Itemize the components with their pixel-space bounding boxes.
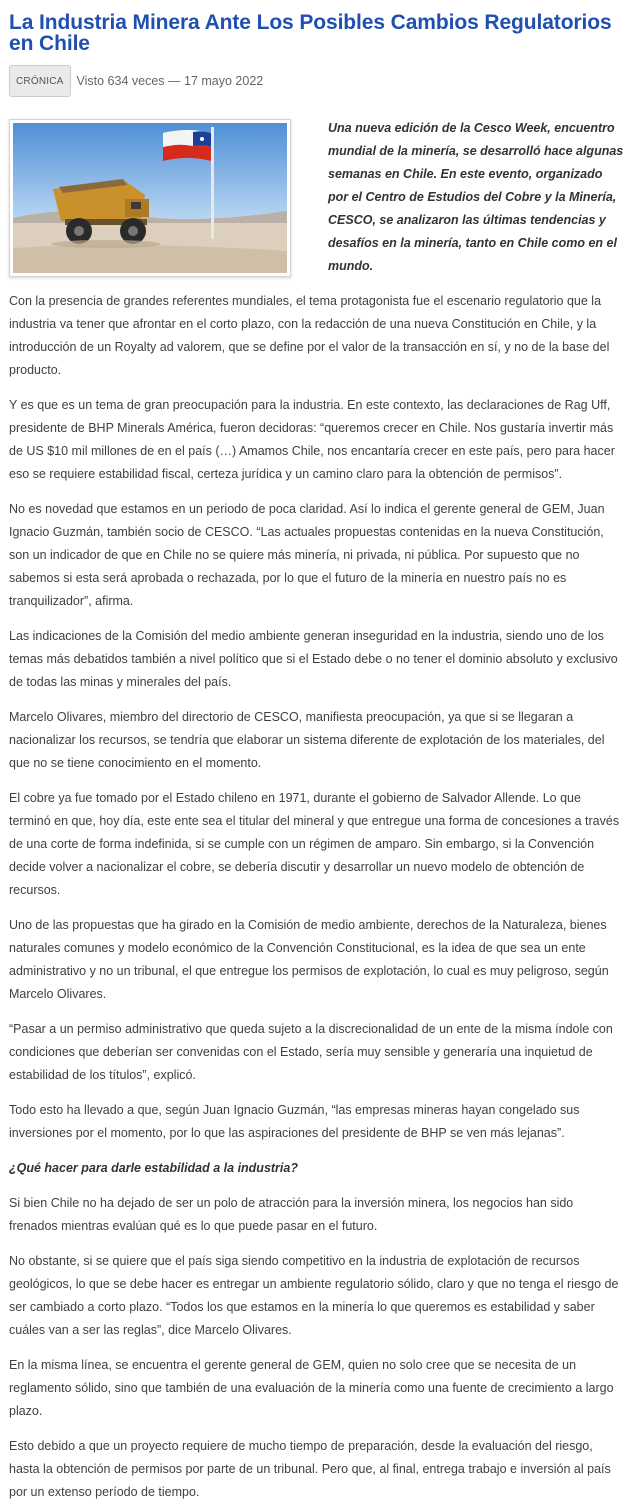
article-paragraph: En la misma línea, se encuentra el gerente general de GEM, quien no solo cree que se necesita de un reglamento sólido, sino que también de una evaluación de la minería como una fuente de crecimiento a largo plazo. — [9, 1358, 614, 1418]
article-subheading: ¿Qué hacer para darle estabilidad a la industria? — [9, 1161, 298, 1175]
sky — [13, 123, 287, 223]
article-paragraph: Las indicaciones de la Comisión del medio ambiente generan inseguridad en la industria, siendo uno de los temas más debatidos también a nivel político que si el Estado debe o no tener el dominio absoluto y exclusivo de todas las minas y minerales del país. — [9, 629, 618, 689]
article-paragraph: Si bien Chile no ha dejado de ser un polo de atracción para la inversión minera, los negocios han sido frenados mientras evalúan qué es lo que puede pasar en el futuro. — [9, 1196, 574, 1233]
article-paragraph: No obstante, si se quiere que el país siga siendo competitivo en la industria de explotación de recursos geológicos, lo que se debe hacer es entregar un ambiente regulatorio sólido, claro y que no tenga el riesgo de ser cambiado a corto plazo. “Todos los que estamos en la minería lo que queremos es estabilidad y saber cuáles van a ser las reglas”, dice Marcelo Olivares. — [9, 1254, 619, 1337]
article-paragraph: Todo esto ha llevado a que, según Juan Ignacio Guzmán, “las empresas mineras hayan congelado sus inversiones por el momento, por lo que las aspiraciones del presidente de BHP se ven más lejanas”. — [9, 1103, 580, 1140]
article-paragraph: Marcelo Olivares, miembro del directorio de CESCO, manifiesta preocupación, ya que si se llegaran a nacionalizar los recursos, se tendría que elaborar un sistema diferente de explotación de los materiales, del que no se tiene conocimiento en el momento. — [9, 710, 605, 770]
article-paragraph: Y es que es un tema de gran preocupación para la industria. En este contexto, las declaraciones de Rag Uff, presidente de BHP Minerals América, fueron decidoras: “queremos crecer en Chile. Nos gustaría invertir más de US $10 mil millones de en el país (…) Amamos Chile, nos encantaría crecer en este país, pero para hacer eso se requiere estabilidad fiscal, certeza jurídica y un camino claro para la obtención de permisos”. — [9, 398, 615, 481]
article-body — [9, 117, 624, 1504]
article-paragraph: “Pasar a un permiso administrativo que queda sujeto a la discrecionalidad de un ente de la misma índole con condiciones que deberían ser convenidas con el Estado, sería muy sensible y generaría una inquietud de estabilidad de los títulos”, explicó. — [9, 1022, 613, 1082]
article-title[interactable]: La Industria Minera Ante Los Posibles Cambios Regulatorios en Chile — [9, 11, 612, 55]
article-paragraph: Esto debido a que un proyecto requiere de mucho tiempo de preparación, desde la evaluación del riesgo, hasta la obtención de permisos por parte de un tribunal. Pero que, al final, entrega trabajo e inversión al país por un extenso período de tiempo. — [9, 1439, 611, 1499]
flag-pole — [211, 127, 214, 239]
article-paragraph: Uno de las propuestas que ha girado en la Comisión de medio ambiente, derechos de la Naturaleza, bienes naturales comunes y modelo económico de la Convención Constitucional, es la idea de que sea un ente administrativo y no un tribunal, el que entregue los permisos de explotación, lo cual es muy peligroso, según Marcelo Olivares. — [9, 918, 609, 1001]
mining-truck-chilean-flag-icon — [13, 123, 287, 273]
article-lead: Una nueva edición de la Cesco Week, encuentro mundial de la minería, se desarrolló hace algunas semanas en Chile. En este evento, organizado por el Centro de Estudios del Cobre y la Minería, CESCO, se analizaron las últimas tendencias y desafíos en la minería, tanto en Chile como en el mundo. — [328, 121, 624, 273]
article-paragraph: No es novedad que estamos en un periodo de poca claridad. Así lo indica el gerente general de GEM, Juan Ignacio Guzmán, también socio de CESCO. “Las actuales propuestas contenidas en la nueva Constitución, son un indicador de que en Chile no se quiere más minería, ni privada, ni pública. Por supuesto que no sabemos si esta será aprobada o rechazada, por lo que el futuro de la minería en nuestro país no es tranquilizador”, afirma. — [9, 502, 605, 608]
publish-date: 17 mayo 2022 — [184, 74, 264, 88]
chilean-flag — [163, 130, 211, 161]
view-count: Visto 634 veces — [76, 74, 165, 88]
category-badge[interactable]: CRÓNICA — [9, 65, 71, 97]
date-separator: — — [168, 74, 181, 88]
article-paragraph: Con la presencia de grandes referentes mundiales, el tema protagonista fue el escenario regulatorio que la industria va tener que afrontar en el corto plazo, con la redacción de una nueva Constitución en Chile, y la introducción de un Royalty ad valorem, que se define por el valor de la transacción en sí, y no de la base del producto. — [9, 294, 610, 377]
article-paragraph: El cobre ya fue tomado por el Estado chileno en 1971, durante el gobierno de Salvador Allende. Lo que terminó en que, hoy día, este ente sea el titular del mineral y que entregue una forma de concesiones a través de una corte de forma indefinida, si se cumple con un régimen de amparo. Sin embargo, si la Convención decide volver a nacionalizar el cobre, se debería discutir y desarrollar un nuevo modelo de obtención de recursos. — [9, 791, 620, 897]
article-stats — [77, 74, 264, 88]
article-image — [9, 119, 291, 277]
article-meta — [9, 65, 624, 97]
